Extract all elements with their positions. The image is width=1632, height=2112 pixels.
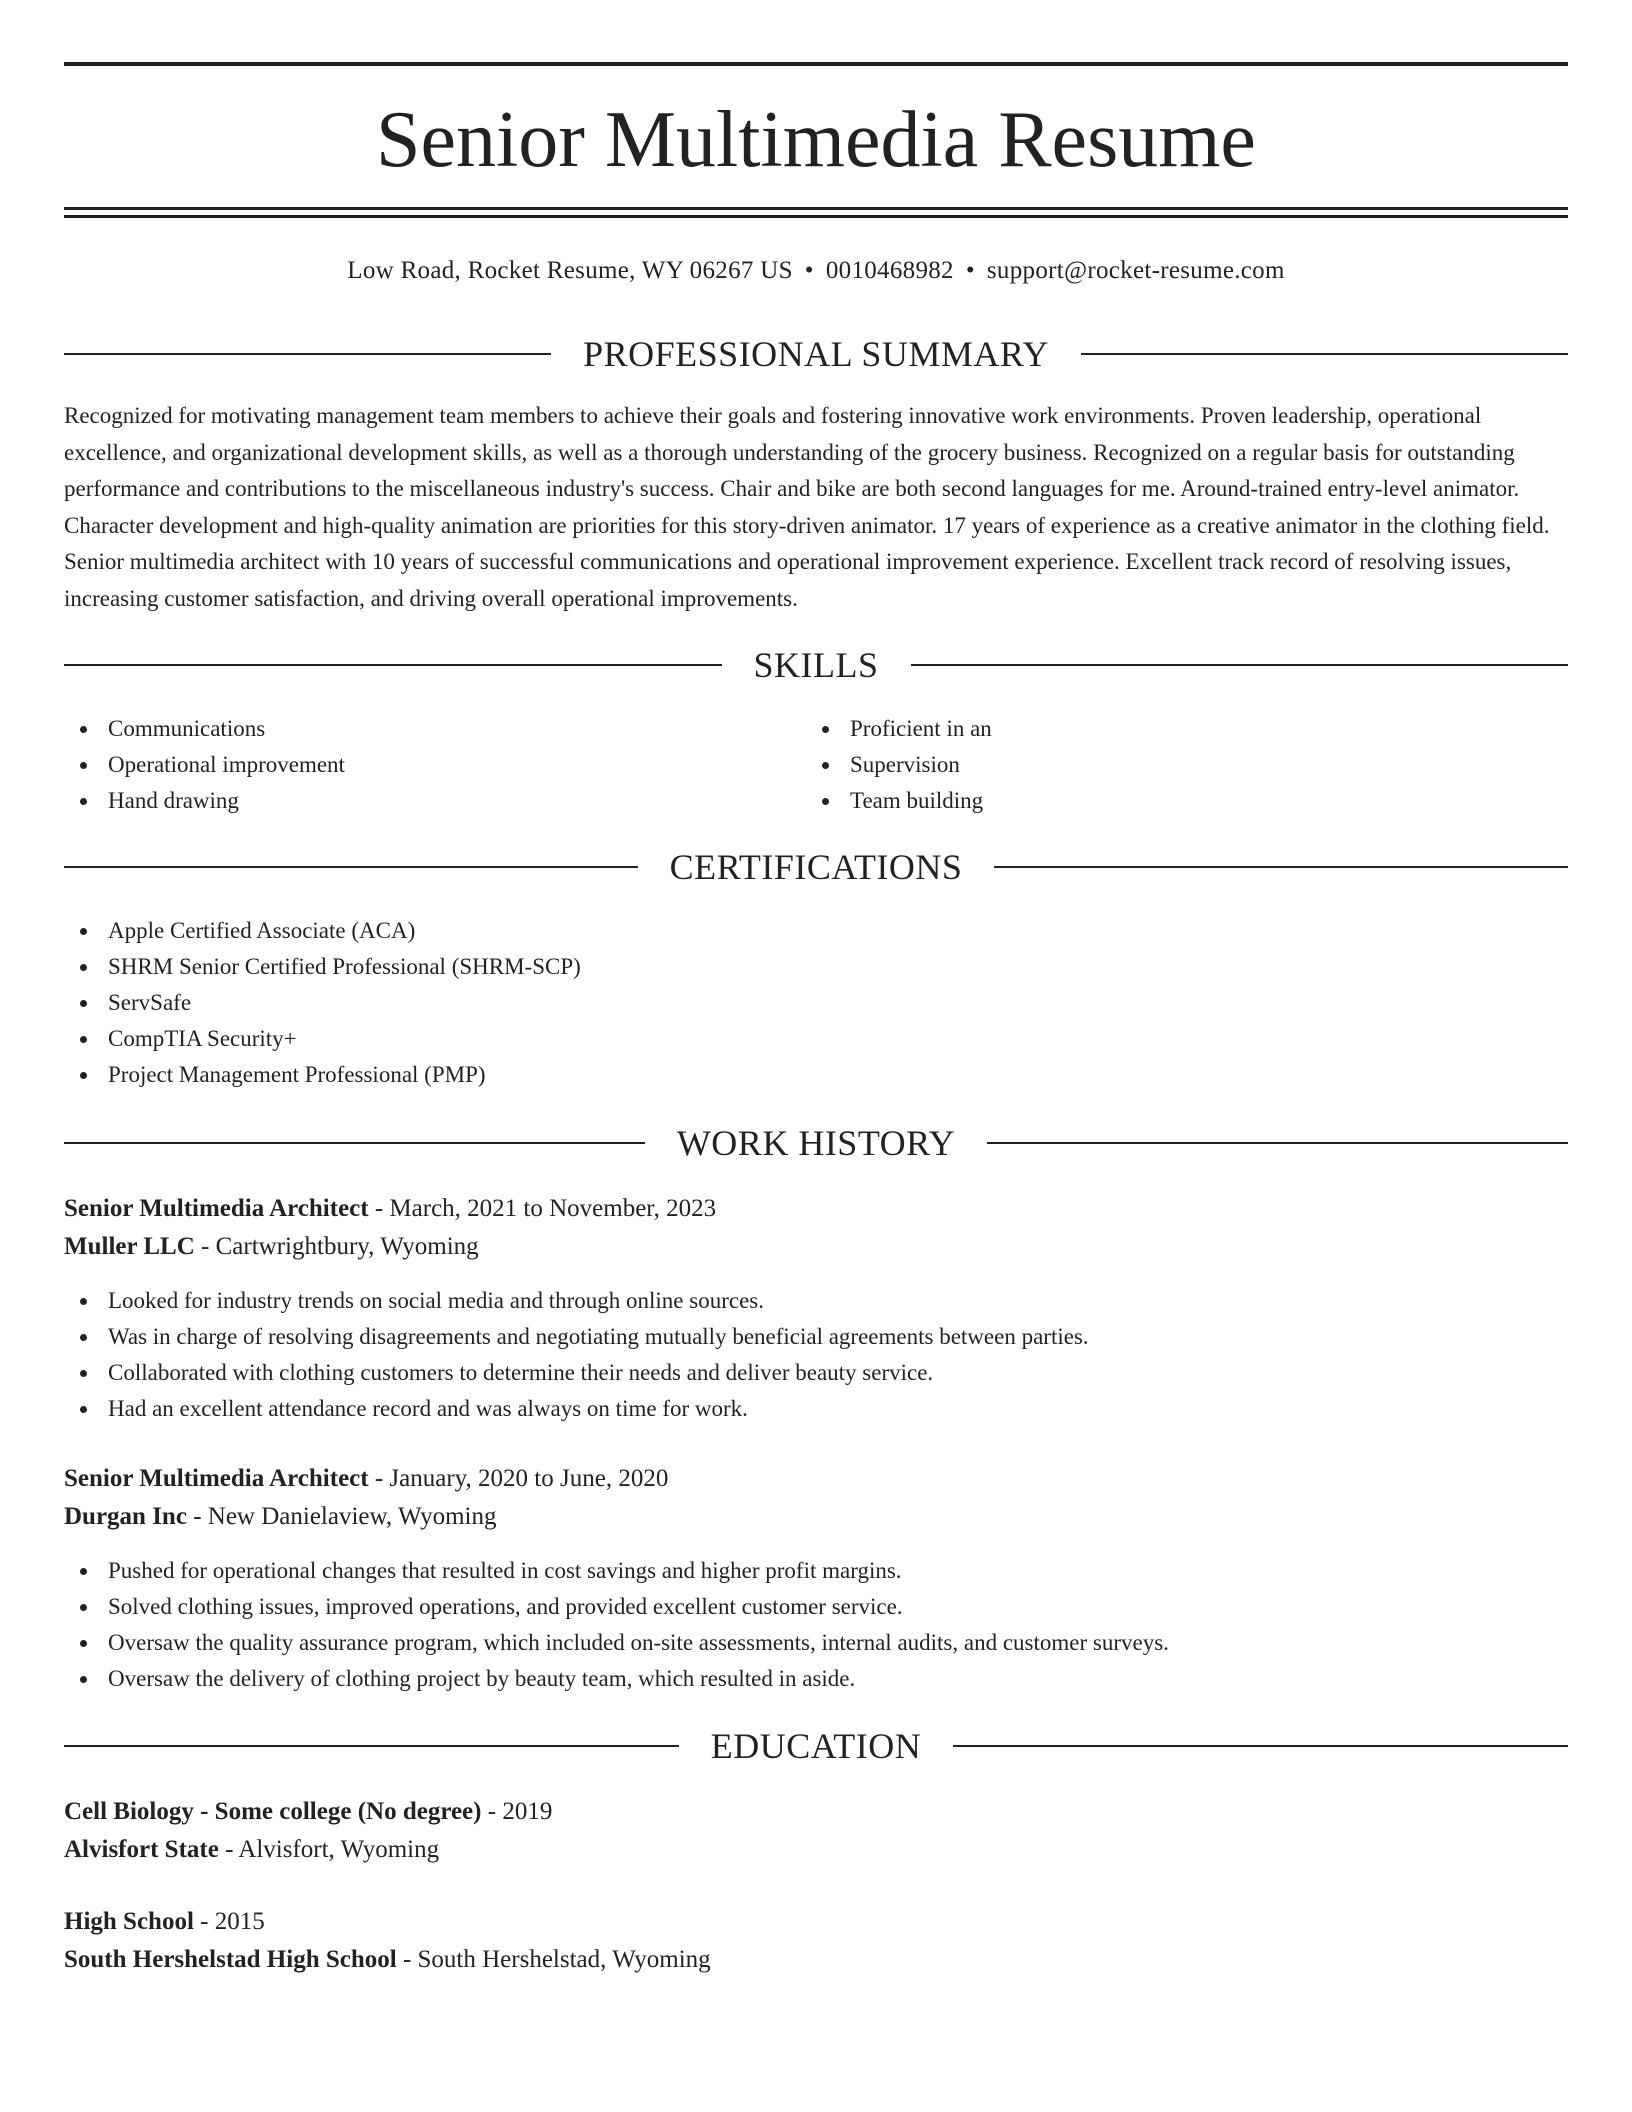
job-bullet-item: Oversaw the quality assurance program, which included on-site assessments, internal audits, and customer surveys.: [64, 1625, 1568, 1661]
job-bullets: [64, 1283, 1568, 1427]
dash: -: [487, 1798, 497, 1825]
contact-info: [64, 254, 1568, 288]
job-title: Senior Multimedia Architect: [64, 1465, 369, 1492]
education-location: Alvisfort, Wyoming: [238, 1836, 440, 1863]
skill-item: Team building: [806, 783, 1546, 819]
job-location: Cartwrightbury, Wyoming: [215, 1233, 479, 1260]
section-heading-education: [64, 1724, 1568, 1768]
certification-item: ServSafe: [64, 985, 1568, 1021]
section-heading-summary: [64, 332, 1568, 376]
section-heading-certifications: [64, 845, 1568, 889]
dash: -: [201, 1233, 210, 1260]
section-title: WORK HISTORY: [676, 1123, 956, 1163]
top-rule: [64, 62, 1568, 66]
heading-rule: [64, 866, 638, 868]
certification-item: CompTIA Security+: [64, 1021, 1568, 1057]
section-heading-skills: [64, 643, 1568, 687]
job-bullet-item: Pushed for operational changes that resulted in cost savings and higher profit margins.: [64, 1553, 1568, 1589]
job-company-line: [64, 1228, 1568, 1266]
job-bullet-item: Collaborated with clothing customers to determine their needs and deliver beauty service.: [64, 1355, 1568, 1391]
heading-rule: [911, 664, 1569, 666]
job-bullet-item: Solved clothing issues, improved operations, and provided excellent customer service.: [64, 1589, 1568, 1625]
contact-separator: •: [965, 257, 975, 284]
education-degree-line: [64, 1903, 1568, 1941]
skill-item: Proficient in an: [806, 711, 1546, 747]
education-degree-line: [64, 1793, 1568, 1831]
education-location: South Hershelstad, Wyoming: [417, 1946, 711, 1973]
job-title-line: [64, 1190, 1568, 1228]
job-company: Durgan Inc: [64, 1503, 187, 1530]
dash: -: [374, 1195, 384, 1222]
dash: -: [200, 1908, 209, 1935]
skill-item: Operational improvement: [64, 747, 804, 783]
certifications-list: [64, 913, 1568, 1093]
contact-email: support@rocket-resume.com: [986, 257, 1285, 284]
education-degree: Cell Biology - Some college (No degree): [64, 1798, 482, 1825]
contact-address: Low Road, Rocket Resume, WY 06267 US: [347, 257, 793, 284]
title-double-rule-lower: [64, 215, 1568, 218]
skills-list-left: [64, 711, 804, 819]
certification-item: Project Management Professional (PMP): [64, 1057, 1568, 1093]
heading-rule: [953, 1745, 1568, 1747]
job-title: Senior Multimedia Architect: [64, 1195, 369, 1222]
job-bullet-item: Was in charge of resolving disagreements and negotiating mutually beneficial agreements between parties.: [64, 1319, 1568, 1355]
education-year: 2015: [214, 1908, 265, 1935]
heading-rule: [64, 1142, 645, 1144]
heading-rule: [64, 1745, 679, 1747]
section-title: CERTIFICATIONS: [669, 847, 963, 887]
job-dates: March, 2021 to November, 2023: [389, 1195, 717, 1222]
resume-title: Senior Multimedia Resume: [376, 96, 1256, 184]
skill-item: Communications: [64, 711, 804, 747]
summary-text: Recognized for motivating management team members to achieve their goals and fostering innovative work environments. Proven leadership, operational excellence, and organizational development skills, as well as a thorough understanding of the grocery business. Recognized on a regular basis for outstanding performance and contributions to the miscellaneous industry's success. Chair and bike are both second languages for me. Around-trained entry-level animator. Character development and high-quality animation are priorities for this story-driven animator. 17 years of experience as a creative animator in the clothing field. Senior multimedia architect with 10 years of successful communications and operational improvement experience. Excellent track record of resolving issues, increasing customer satisfaction, and driving overall operational improvements.: [64, 403, 1550, 611]
title-double-rule-upper: [64, 207, 1568, 210]
section-title: PROFESSIONAL SUMMARY: [583, 334, 1049, 374]
heading-rule: [1081, 353, 1568, 355]
skill-item: Hand drawing: [64, 783, 804, 819]
dash: -: [402, 1946, 412, 1973]
job-company-line: [64, 1498, 1568, 1536]
job-title-line: [64, 1460, 1568, 1498]
dash: -: [225, 1836, 234, 1863]
section-title: EDUCATION: [710, 1726, 922, 1766]
contact-phone: 0010468982: [825, 257, 954, 284]
education-year: 2019: [502, 1798, 553, 1825]
certification-item: Apple Certified Associate (ACA): [64, 913, 1568, 949]
dash: -: [374, 1465, 384, 1492]
heading-rule: [64, 353, 551, 355]
job-company: Muller LLC: [64, 1233, 195, 1260]
contact-separator: •: [804, 257, 814, 284]
education-school-line: [64, 1941, 1568, 1979]
job-bullet-item: Oversaw the delivery of clothing project by beauty team, which resulted in aside.: [64, 1661, 1568, 1697]
education-school: Alvisfort State: [64, 1836, 219, 1863]
dash: -: [193, 1503, 202, 1530]
job-bullet-item: Looked for industry trends on social media and through online sources.: [64, 1283, 1568, 1319]
skills-list-right: [806, 711, 1546, 819]
education-school: South Hershelstad High School: [64, 1946, 397, 1973]
skill-item: Supervision: [806, 747, 1546, 783]
certification-item: SHRM Senior Certified Professional (SHRM-SCP): [64, 949, 1568, 985]
section-heading-work-history: [64, 1121, 1568, 1165]
education-degree: High School: [64, 1908, 194, 1935]
heading-rule: [987, 1142, 1568, 1144]
heading-rule: [64, 664, 722, 666]
job-dates: January, 2020 to June, 2020: [389, 1465, 669, 1492]
education-school-line: [64, 1831, 1568, 1869]
job-bullets: [64, 1553, 1568, 1697]
job-bullet-item: Had an excellent attendance record and was always on time for work.: [64, 1391, 1568, 1427]
job-location: New Danielaview, Wyoming: [207, 1503, 497, 1530]
section-title: SKILLS: [753, 645, 879, 685]
heading-rule: [994, 866, 1568, 868]
